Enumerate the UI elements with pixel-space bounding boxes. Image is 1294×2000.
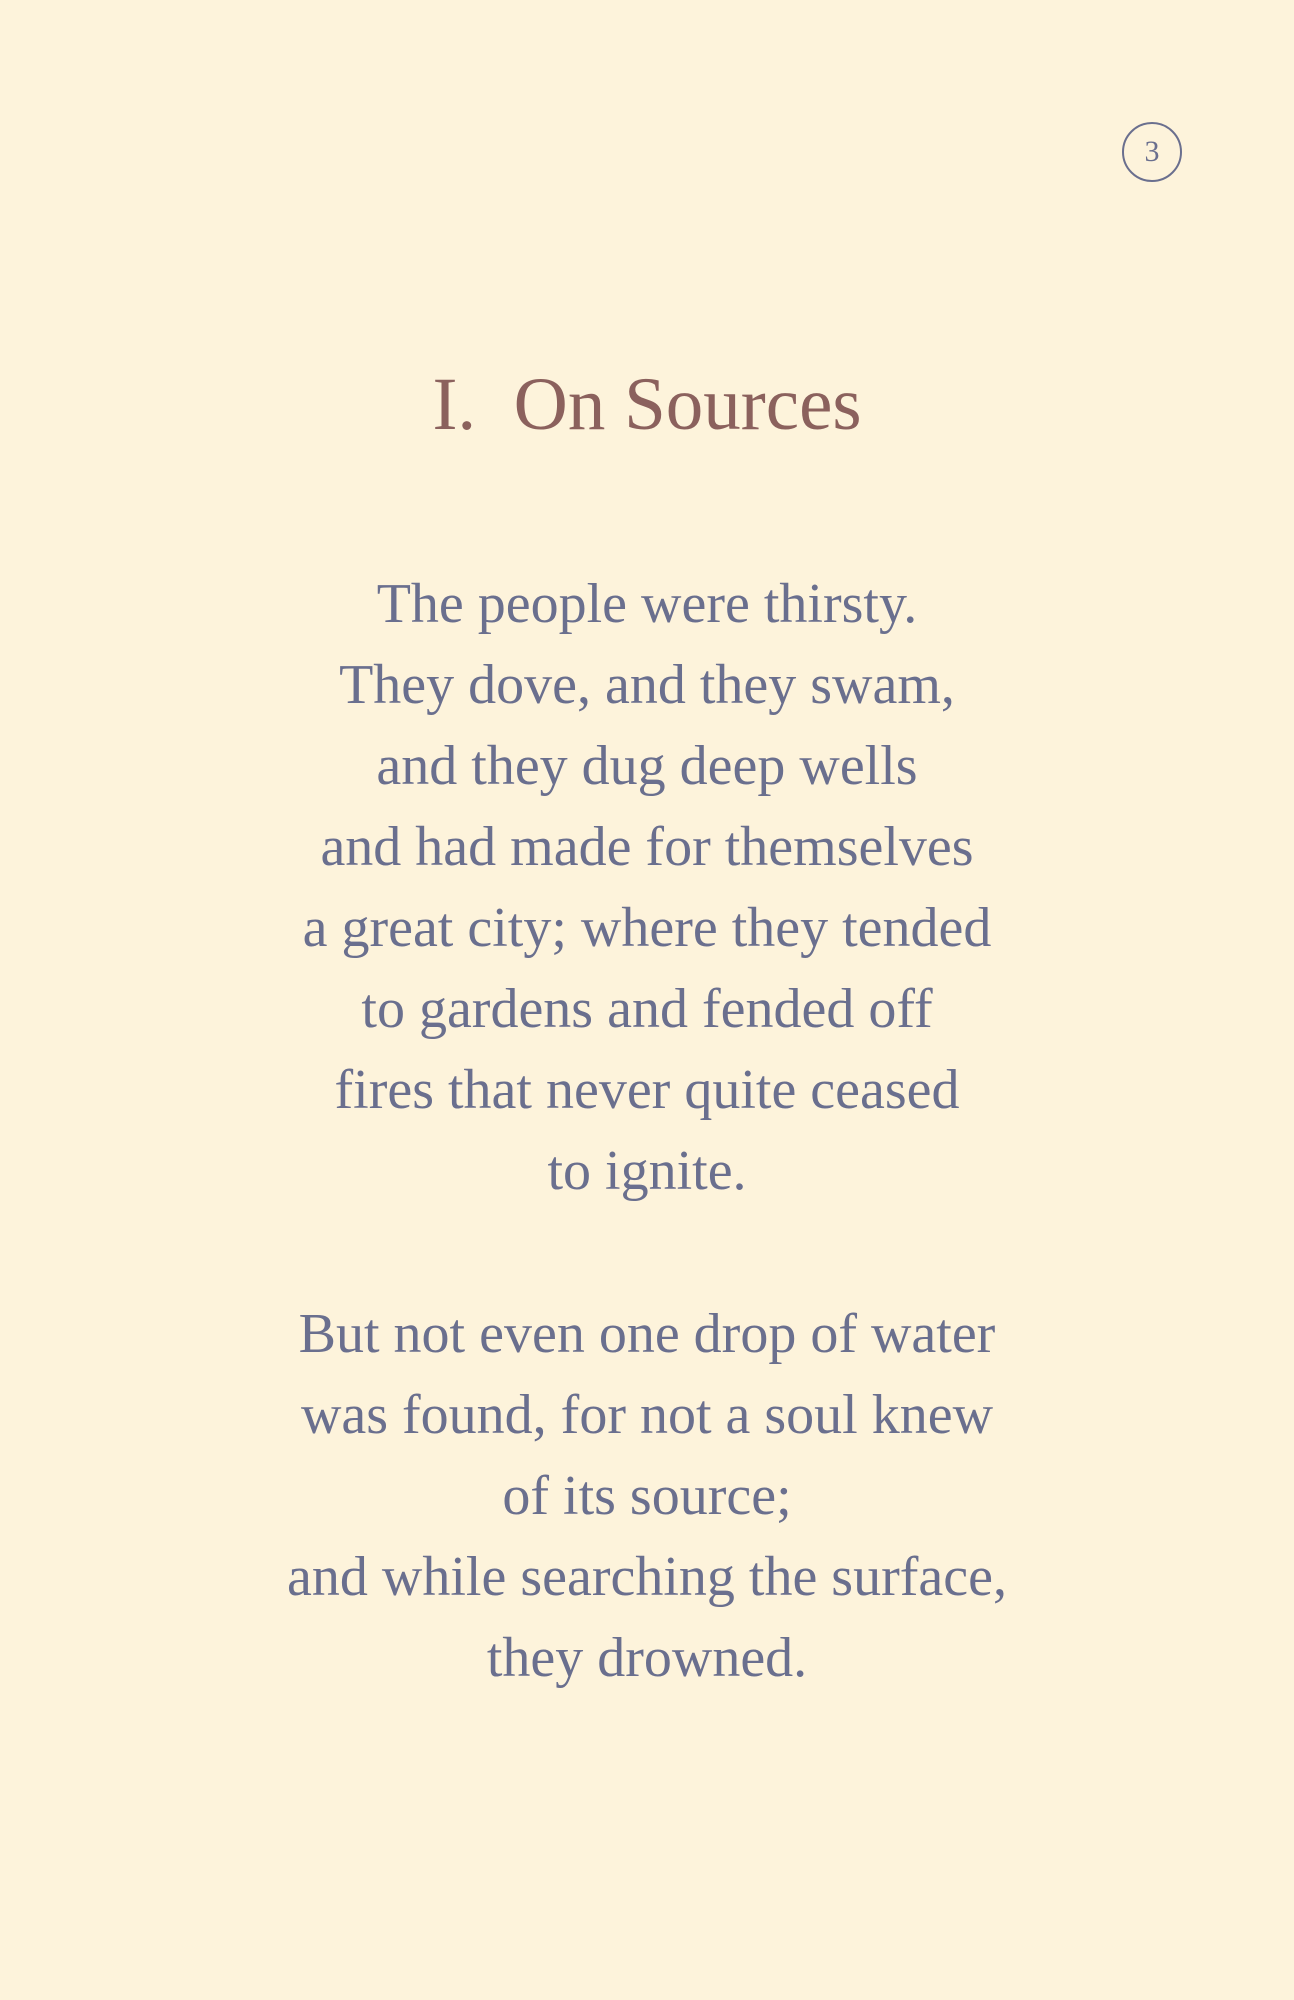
poem-line: They dove, and they swam, (339, 654, 955, 716)
poem-line: a great city; where they tended (302, 897, 992, 959)
section-title: I. On Sources (432, 363, 862, 446)
poem-stanza-1 (0, 564, 1294, 1212)
poem-line: and had made for themselves (320, 816, 974, 878)
poem-line: fires that never quite ceased (334, 1059, 960, 1121)
poem-line: to gardens and fended off (361, 978, 933, 1040)
page-number-badge: 3 (1122, 122, 1182, 182)
poem-line: and while searching the surface, (287, 1546, 1007, 1608)
poem-stanza-2 (0, 1294, 1294, 1699)
poem-line: of its source; (502, 1465, 792, 1527)
poem-line: and they dug deep wells (376, 735, 918, 797)
poem-line: to ignite. (547, 1140, 747, 1202)
poem-line: was found, for not a soul knew (300, 1384, 994, 1446)
poem-line: But not even one drop of water (298, 1303, 996, 1365)
poem-line: The people were thirsty. (376, 573, 918, 635)
poem-line: they drowned. (486, 1627, 808, 1689)
